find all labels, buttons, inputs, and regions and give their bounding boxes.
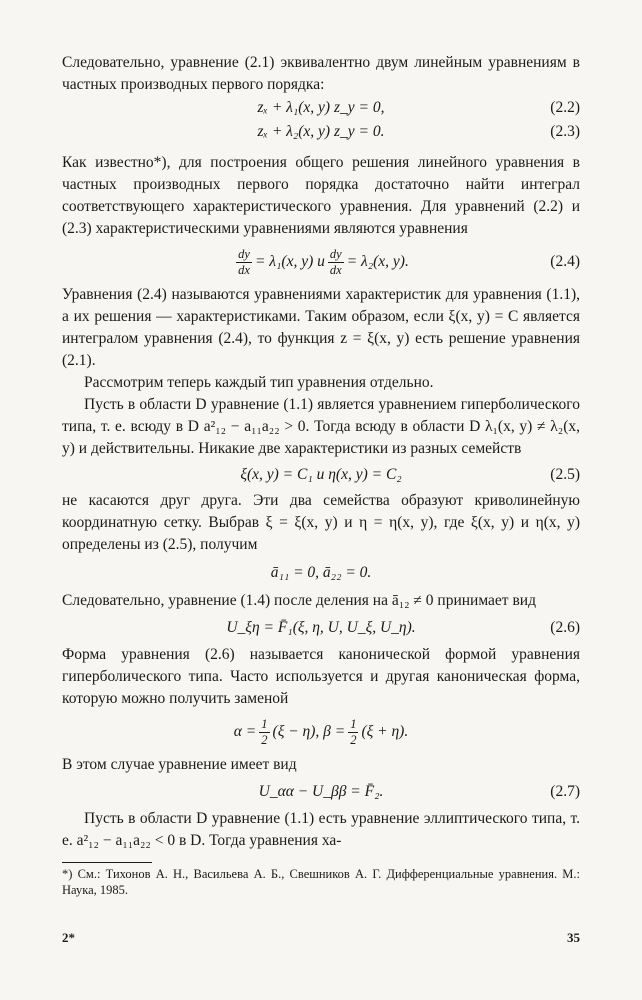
equation-substitution [62,710,580,754]
fraction-one-half [348,717,358,748]
equation-expression: = λ₁(x, y) и [254,253,325,270]
equation-number: (2.6) [550,619,580,636]
footnote-divider [62,862,152,863]
equation-expression: ξ(x, y) = C₁ и η(x, y) = C₂ [240,466,402,483]
fraction-dy-dx [236,247,252,278]
fraction-dy-dx [328,247,344,278]
equation-2-3 [62,120,580,144]
fraction-denominator: 2 [261,732,268,747]
paragraph: Как известно*), для построения общего решения линейного уравнения в частных производных первого порядка достаточно найти интеграл соответствующего характеристического уравнения. Для уравнений (2.2) и (2.3) характеристическими уравнениями являются уравнения [62,154,580,237]
equation-number: (2.4) [550,253,580,270]
footnote: *) См.: Тихонов А. Н., Васильева А. Б., Свешников А. Г. Дифференциальные уравнения. М.: Наука, 1985. [62,867,580,897]
equation-2-4 [62,240,580,284]
equation-expression: U_αα − U_ββ = F̄₂. [258,783,384,800]
fraction-denominator: dx [238,262,250,277]
fraction-numerator: 1 [261,716,268,731]
fraction-one-half [259,717,269,748]
page-body [62,52,580,898]
paragraph: Следовательно, уравнение (1.4) после деления на ā₁₂ ≠ 0 принимает вид [62,592,536,609]
equation-expression: zₓ + λ₂(x, y) z_y = 0. [257,123,385,140]
paragraph: не касаются друг друга. Эти два семейства образуют криволинейную координатную сетку. Выбрав ξ = ξ(x, y) и η = η(x, y), где ξ(x, y) и η(x, y) определены из (2.5), получим [62,492,580,553]
fraction-denominator: dx [329,262,342,277]
fraction-numerator: dy [238,246,250,261]
equation-2-6 [62,612,580,644]
equation-expression: ā₁₁ = 0, ā₂₂ = 0. [270,564,372,581]
equation-abar [62,556,580,590]
equation-expression: α = [233,723,257,740]
equation-expression: = λ₂(x, y). [346,253,409,270]
signature-mark: 2* [62,930,75,945]
equation-expression: (ξ − η), β = [272,723,346,740]
equation-expression: (ξ + η). [361,723,409,740]
paragraph: Рассмотрим теперь каждый тип уравнения отдельно. [84,374,434,391]
equation-number: (2.5) [550,466,580,483]
paragraph: Пусть в области D уравнение (1.1) является уравнением гиперболического типа, т. е. всюду в D a²₁₂ − a₁₁a₂₂ > 0. Тогда всюду в области D λ₁(x, y) ≠ λ₂(x, y) и действительны. Никакие две характеристики из разных семейств [62,396,580,457]
paragraph: Форма уравнения (2.6) называется канонической формой уравнения гиперболического типа. Часто используется и другая каноническая форма, которую можно получить заменой [62,646,580,707]
page-number: 35 [567,930,580,945]
fraction-numerator: 1 [350,716,357,731]
paragraph: Следовательно, уравнение (2.1) эквивалентно двум линейным уравнениям в частных производных первого порядка: [62,54,580,93]
equation-number: (2.7) [550,783,580,800]
paragraph: В этом случае уравнение имеет вид [62,756,297,773]
fraction-numerator: dy [329,246,342,261]
equation-2-2 [62,96,580,120]
equation-2-7 [62,776,580,808]
page-footer [62,930,580,946]
equation-2-5 [62,460,580,490]
equation-expression: U_ξη = F̄₁(ξ, η, U, U_ξ, U_η). [226,619,416,636]
equation-number: (2.3) [550,123,580,140]
fraction-denominator: 2 [350,732,357,747]
paragraph: Уравнения (2.4) называются уравнениями характеристик для уравнения (1.1), а их решения — характеристиками. Таким образом, если ξ(x, y) = C является интегралом уравнения (2.4), то функция z = ξ(x, y) есть решение уравнения (2.1). [62,286,580,369]
paragraph: Пусть в области D уравнение (1.1) есть уравнение эллиптического типа, т. е. a²₁₂ − a₁₁a₂₂ < 0 в D. Тогда уравнения ха- [62,810,580,849]
equation-number: (2.2) [550,99,580,116]
equation-expression: zₓ + λ₁(x, y) z_y = 0, [257,99,385,116]
